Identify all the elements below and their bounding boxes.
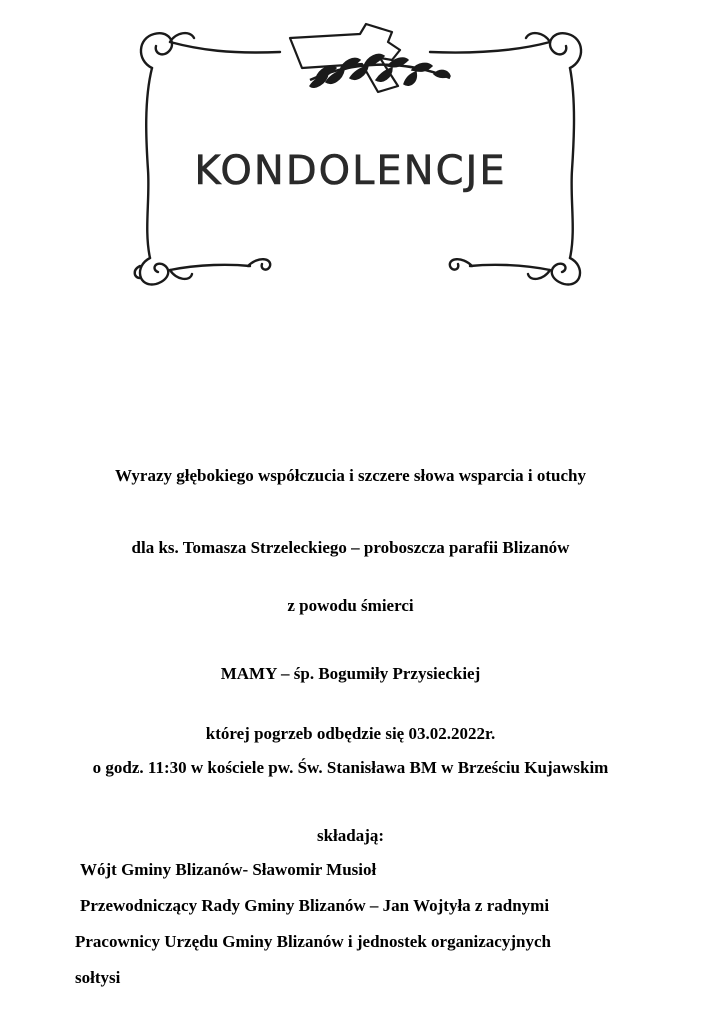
condolence-line-2: dla ks. Tomasza Strzeleckiego – proboszcza parafii Blizanów xyxy=(131,538,570,557)
condolence-line-3: z powodu śmierci xyxy=(287,596,414,615)
funeral-location-line: o godz. 11:30 w kościele pw. Św. Stanisława BM w Brześciu Kujawskim xyxy=(92,758,609,777)
signatories-heading: składają: xyxy=(316,826,385,845)
signatory-1: Wójt Gminy Blizanów- Sławomir Musioł xyxy=(80,860,377,879)
condolence-line-1: Wyrazy głębokiego współczucia i szczere słowa wsparcia i otuchy xyxy=(115,466,586,485)
funeral-date-line: której pogrzeb odbędzie się 03.02.2022r. xyxy=(205,724,496,743)
signatory-4: sołtysi xyxy=(75,968,121,987)
signatory-3: Pracownicy Urzędu Gminy Blizanów i jednostek organizacyjnych xyxy=(75,932,551,951)
deceased-name-line: MAMY – śp. Bogumiły Przysieckiej xyxy=(220,664,481,683)
page-title: KONDOLENCJE xyxy=(194,148,507,194)
signatory-2: Przewodniczący Rady Gminy Blizanów – Jan Wojtyła z radnymi xyxy=(80,896,550,915)
